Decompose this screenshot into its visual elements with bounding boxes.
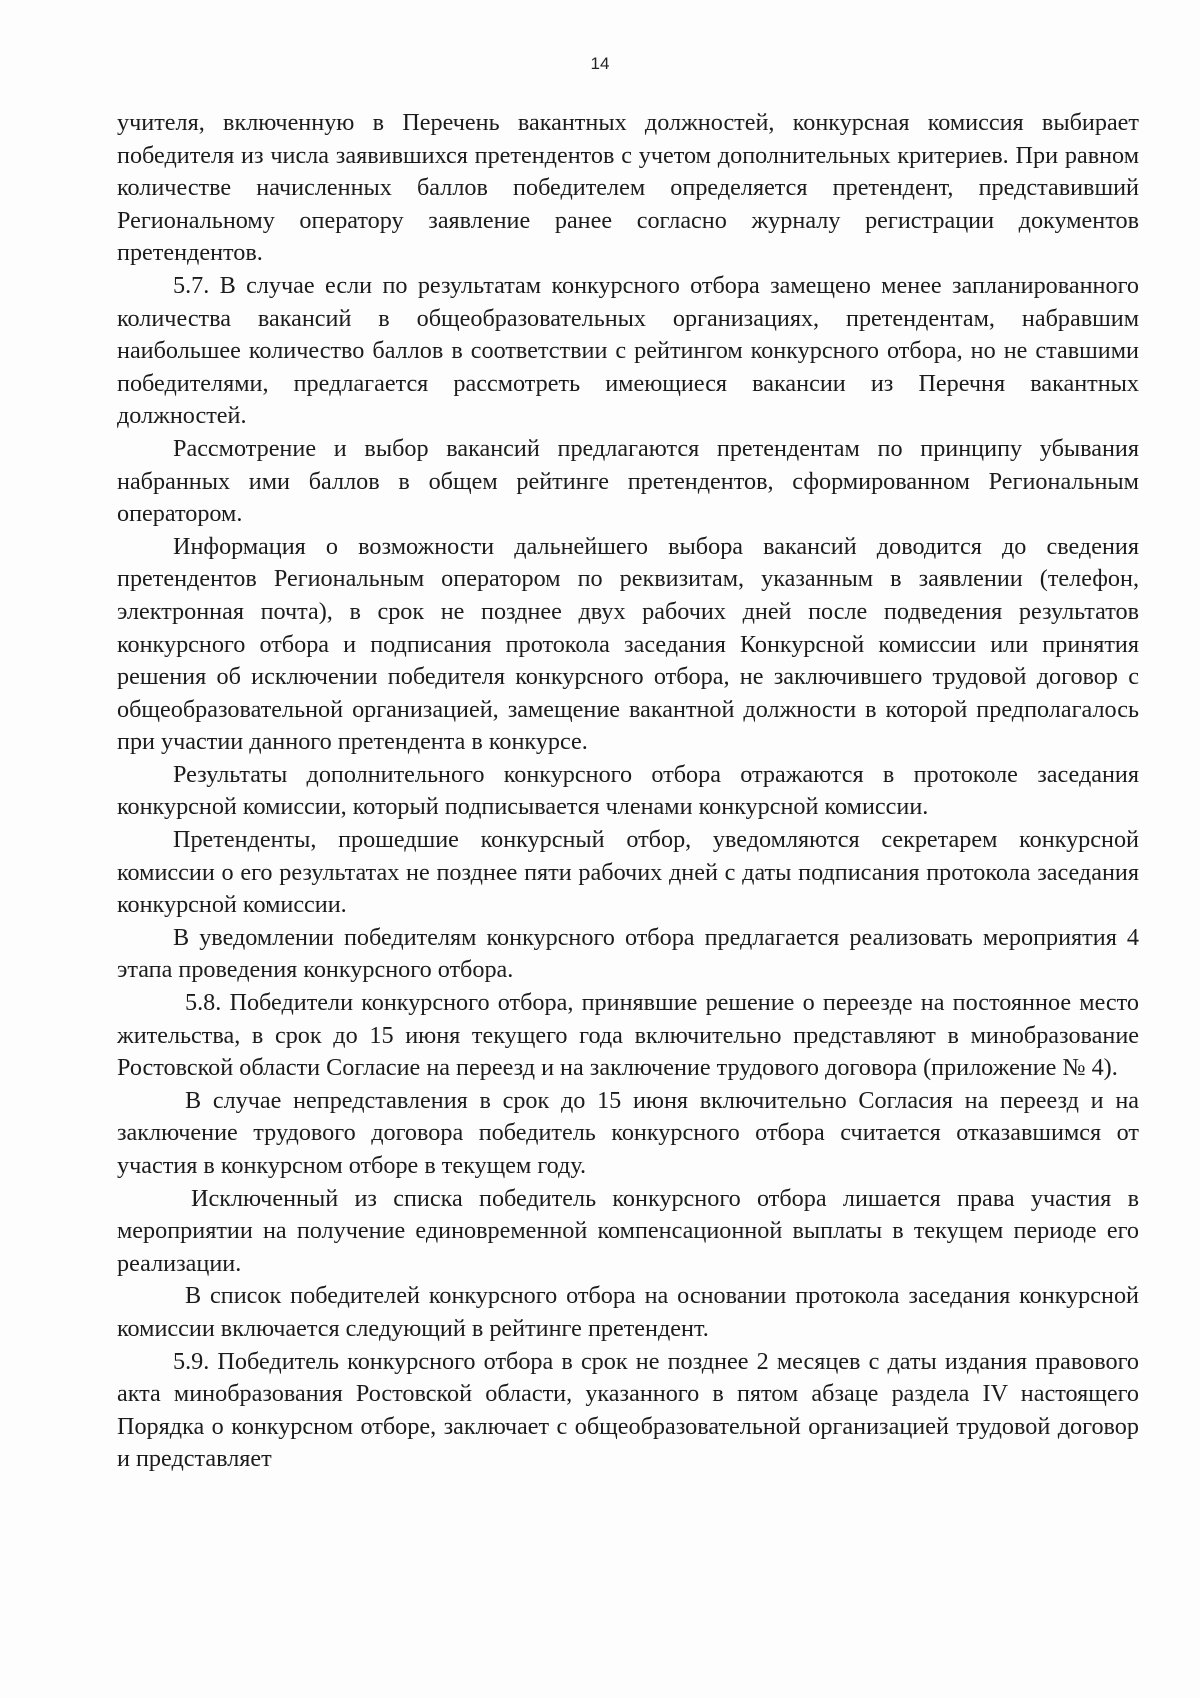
paragraph-vacancy-selection: Рассмотрение и выбор вакансий предлагаются претендентам по принципу убывания набранных ими баллов в общем рейтинге претендентов, сформированном Региональным оператором. bbox=[117, 434, 1139, 528]
paragraph-5-9: 5.9. Победитель конкурсного отбора в срок не позднее 2 месяцев с даты издания правового акта минобразования Ростовской области, указанного в пятом абзаце раздела IV настоящего Порядка о конкурсном отборе, заключает с общеобразовательной организацией трудовой договор и представляет bbox=[117, 1347, 1139, 1473]
paragraph-winners-notice: В уведомлении победителям конкурсного отбора предлагается реализовать мероприятия 4 этапа проведения конкурсного отбора. bbox=[117, 923, 1139, 984]
paragraph-continuation: учителя, включенную в Перечень вакантных должностей, конкурсная комиссия выбирает победителя из числа заявившихся претендентов с учетом дополнительных критериев. При равном количестве начисленных баллов победителем определяется претендент, представивший Региональному оператору заявление ранее согласно журналу регистрации документов претендентов. bbox=[117, 109, 1139, 267]
page-number: 14 bbox=[590, 54, 610, 73]
paragraph-excluded-winner: Исключенный из списка победитель конкурсного отбора лишается права участия в мероприятии на получение единовременной компенсационной выплаты в текущем периоде его реализации. bbox=[117, 1184, 1139, 1277]
paragraph-5-8: 5.8. Победители конкурсного отбора, принявшие решение о переезде на постоянное место жительства, в срок до 15 июня текущего года включительно представляют в минобразование Ростовской области Согласие на переезд и на заключение трудового договора (приложение № 4). bbox=[117, 989, 1139, 1082]
paragraph-notification: Претенденты, прошедшие конкурсный отбор, уведомляются секретарем конкурсной комиссии о его результатах не позднее пяти рабочих дней с даты подписания протокола заседания конкурсной комиссии. bbox=[117, 826, 1139, 919]
paragraph-winners-list: В список победителей конкурсного отбора на основании протокола заседания конкурсной комиссии включается следующий в рейтинге претендент. bbox=[117, 1282, 1139, 1342]
document-body bbox=[117, 107, 1139, 1476]
paragraph-5-7: 5.7. В случае если по результатам конкурсного отбора замещено менее запланированного количества вакансий в общеобразовательных организациях, претендентам, набравшим наибольшее количество баллов в соответствии с рейтингом конкурсного отбора, но не ставшими победителями, предлагается рассмотреть имеющиеся вакансии из Перечня вакантных должностей. bbox=[117, 271, 1139, 430]
paragraph-information: Информация о возможности дальнейшего выбора вакансий доводится до сведения претендентов Региональным оператором по реквизитам, указанным в заявлении (телефон, электронная почта), в срок не позднее двух рабочих дней после подведения результатов конкурсного отбора и подписания протокола заседания Конкурсной комиссии или принятия решения об исключении победителя конкурсного отбора, не заключившего трудовой договор с общеобразовательной организацией, замещение вакантной должности в которой предполагалось при участии данного претендента в конкурсе. bbox=[117, 532, 1139, 756]
paragraph-results: Результаты дополнительного конкурсного отбора отражаются в протоколе заседания конкурсной комиссии, который подписывается членами конкурсной комиссии. bbox=[117, 760, 1139, 821]
paragraph-non-submission: В случае непредставления в срок до 15 июня включительно Согласия на переезд и на заключение трудового договора победитель конкурсного отбора считается отказавшимся от участия в конкурсном отборе в текущем году. bbox=[117, 1086, 1139, 1179]
